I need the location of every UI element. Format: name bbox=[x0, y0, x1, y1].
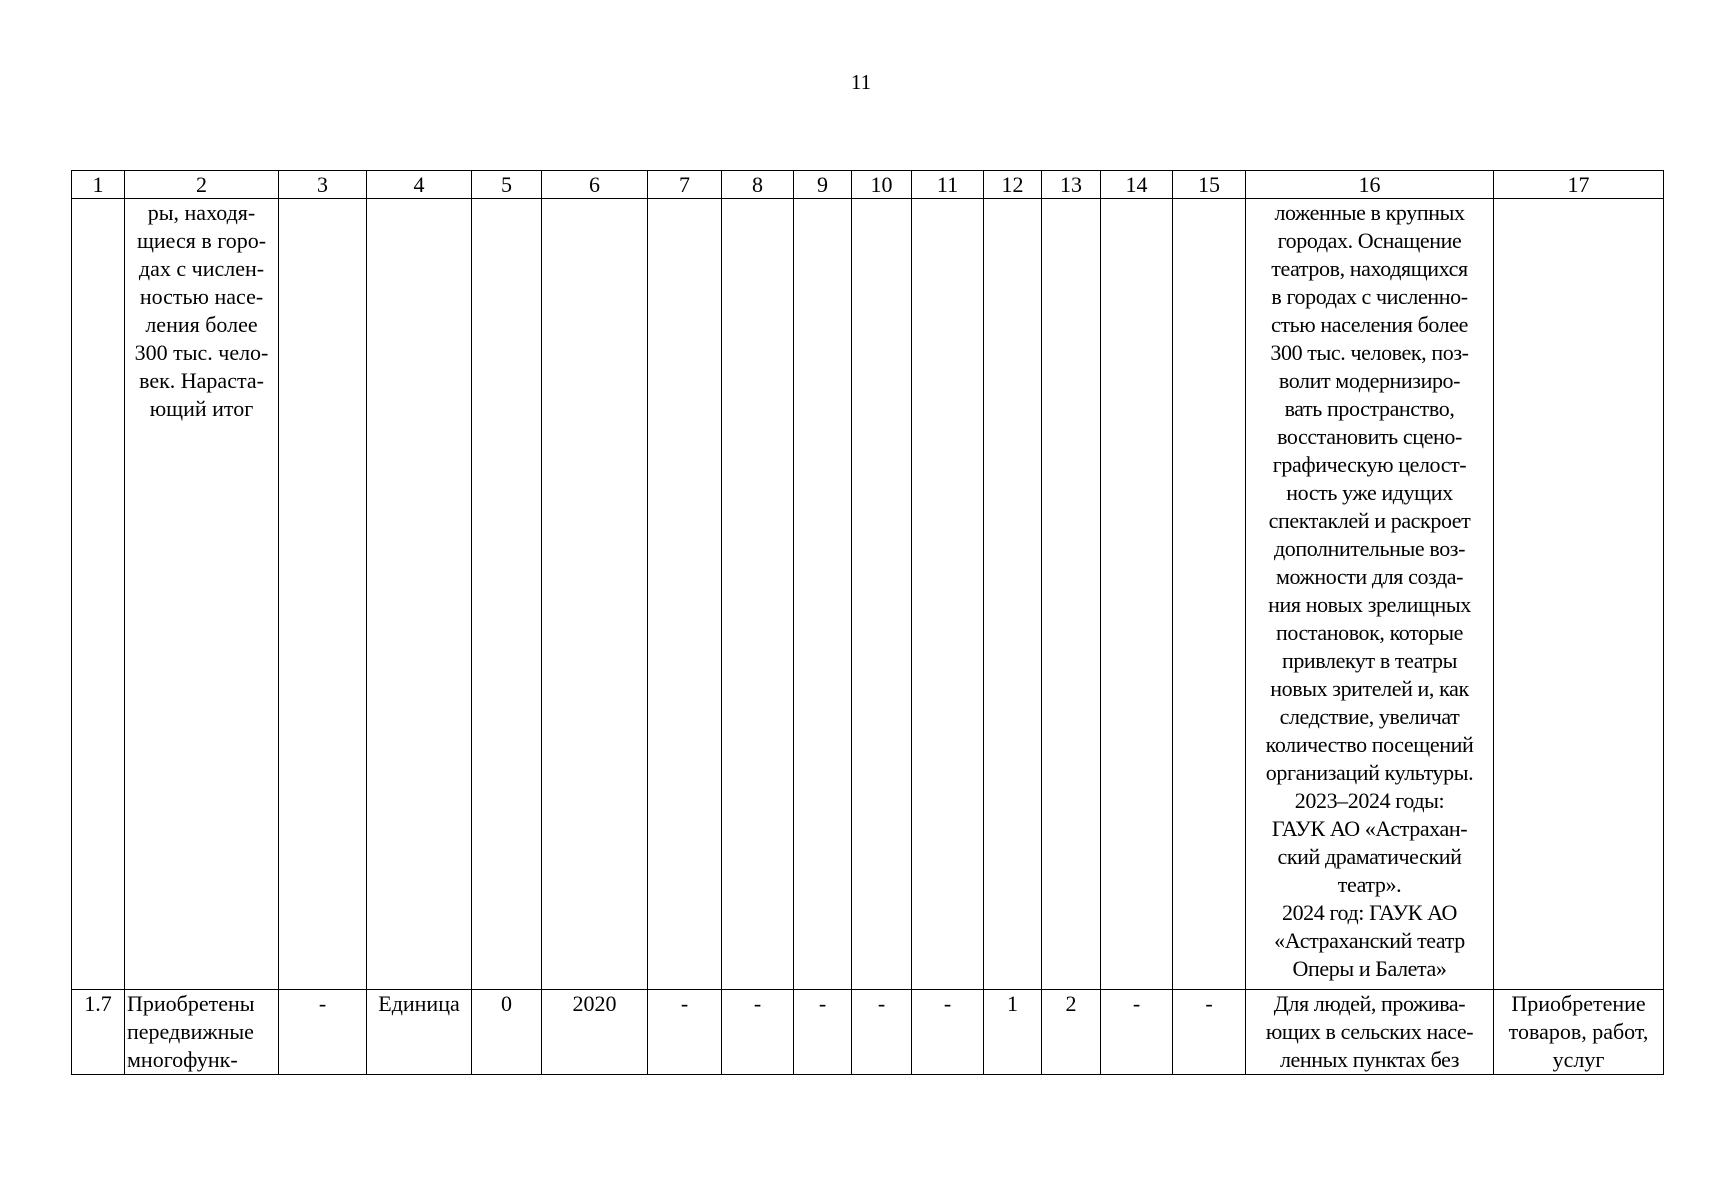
cell-empty bbox=[1173, 199, 1246, 990]
data-cell: 1 bbox=[984, 990, 1042, 1075]
column-header: 3 bbox=[279, 171, 367, 199]
cell-empty bbox=[279, 199, 367, 990]
column-header: 4 bbox=[367, 171, 472, 199]
data-cell: 2 bbox=[1042, 990, 1101, 1075]
data-cell: - bbox=[648, 990, 722, 1075]
document-table bbox=[71, 170, 1664, 1075]
table-row bbox=[72, 990, 1664, 1075]
column-header: 16 bbox=[1246, 171, 1494, 199]
column-header: 8 bbox=[722, 171, 794, 199]
column-header: 5 bbox=[472, 171, 542, 199]
cell-empty bbox=[794, 199, 852, 990]
column-header: 2 bbox=[125, 171, 279, 199]
data-cell: - bbox=[1101, 990, 1173, 1075]
cell-empty bbox=[852, 199, 912, 990]
row-number-cell: 1.7 bbox=[72, 990, 125, 1075]
base-value-cell: 0 bbox=[472, 990, 542, 1075]
data-cell: - bbox=[279, 990, 367, 1075]
cell-empty bbox=[472, 199, 542, 990]
procurement-type-cell: Приобретение товаров, работ, услуг bbox=[1494, 990, 1664, 1075]
column-header: 9 bbox=[794, 171, 852, 199]
data-cell: - bbox=[852, 990, 912, 1075]
column-header: 15 bbox=[1173, 171, 1246, 199]
indicator-name-cell: ры, находя- щиеся в горо- дах с числен- ностью насе- ления более 300 тыс. чело- век. Нараста- ющий итог bbox=[125, 199, 279, 990]
base-year-cell: 2020 bbox=[542, 990, 648, 1075]
column-header: 6 bbox=[542, 171, 648, 199]
indicator-name-cell: Приобретены передвижные многофунк- bbox=[125, 990, 279, 1075]
description-cell: Для людей, прожива- ющих в сельских насе- ленных пунктах без bbox=[1246, 990, 1494, 1075]
data-cell: - bbox=[912, 990, 984, 1075]
cell-empty bbox=[912, 199, 984, 990]
table-row bbox=[72, 199, 1664, 990]
unit-cell: Единица bbox=[367, 990, 472, 1075]
cell-empty bbox=[542, 199, 648, 990]
cell-empty bbox=[367, 199, 472, 990]
page-number: 11 bbox=[850, 70, 872, 94]
table-header-row bbox=[72, 171, 1664, 199]
cell-empty bbox=[722, 199, 794, 990]
description-cell: ложенные в крупных городах. Оснащение театров, находящихся в городах с численно- стью населения более 300 тыс. человек, поз- волит модернизиро- вать пространство, восстановить сцено- графическую целост- ность уже идущих спектаклей и раскроет дополнительные воз- можности для созда- ния новых зрелищных постановок, которые привлекут в театры новых зрителей и, как следствие, увеличат количество посещений организаций культуры. 2023–2024 годы: ГАУК АО «Астрахан- ский драматический театр». 2024 год: ГАУК АО «Астраханский театр Оперы и Балета» bbox=[1246, 199, 1494, 990]
cell-empty bbox=[984, 199, 1042, 990]
cell-empty bbox=[648, 199, 722, 990]
column-header: 1 bbox=[72, 171, 125, 199]
cell-empty bbox=[1101, 199, 1173, 990]
cell-empty bbox=[1494, 199, 1664, 990]
column-header: 11 bbox=[912, 171, 984, 199]
column-header: 14 bbox=[1101, 171, 1173, 199]
column-header: 13 bbox=[1042, 171, 1101, 199]
column-header: 7 bbox=[648, 171, 722, 199]
data-cell: - bbox=[722, 990, 794, 1075]
column-header: 12 bbox=[984, 171, 1042, 199]
data-cell: - bbox=[794, 990, 852, 1075]
column-header: 17 bbox=[1494, 171, 1664, 199]
column-header: 10 bbox=[852, 171, 912, 199]
data-cell: - bbox=[1173, 990, 1246, 1075]
cell-empty bbox=[1042, 199, 1101, 990]
cell-empty bbox=[72, 199, 125, 990]
